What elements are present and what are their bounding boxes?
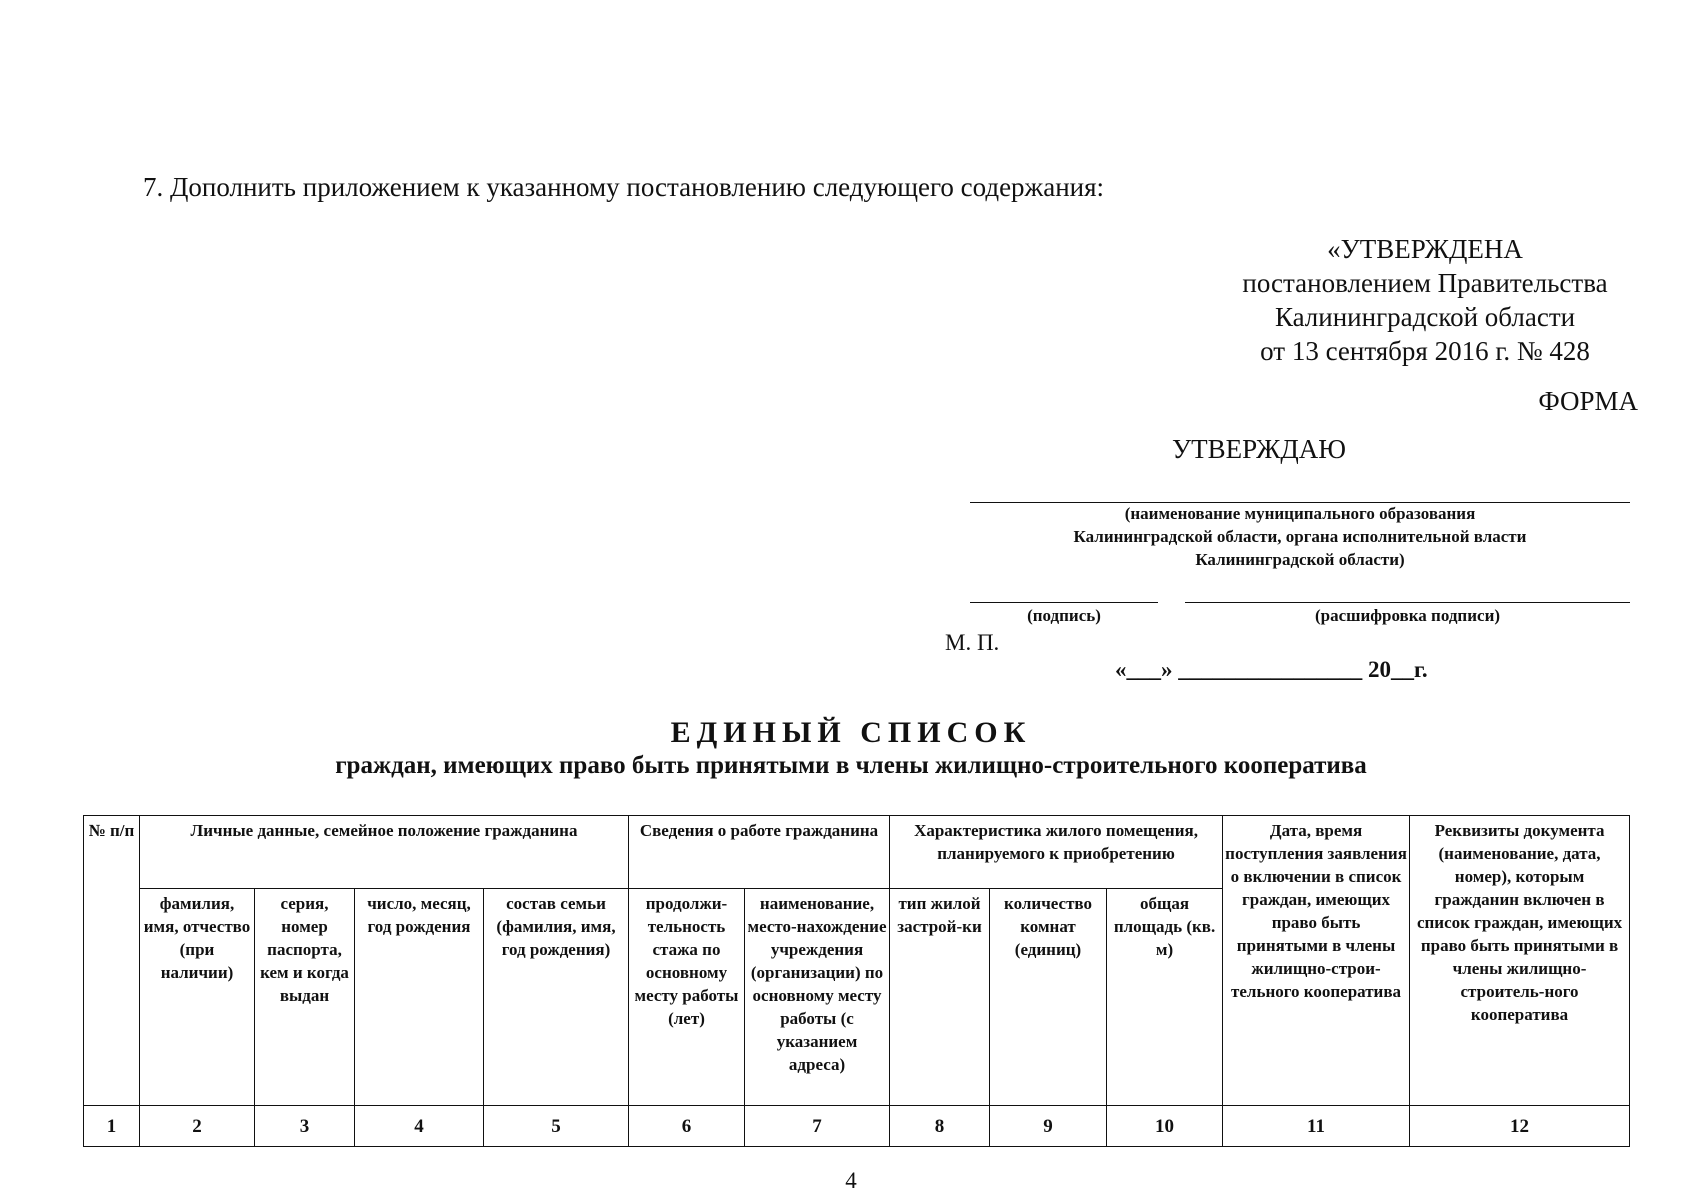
column-number: 8 xyxy=(890,1106,990,1147)
subheader-passport: серия, номер паспорта, кем и когда выдан xyxy=(255,889,355,1106)
column-number: 12 xyxy=(1410,1106,1630,1147)
signature-decode-caption: (расшифровка подписи) xyxy=(1314,606,1501,625)
table-header-row xyxy=(84,816,1630,889)
header-date-time: Дата, время поступления заявления о включении в список граждан, имеющих право быть принятыми в члены жилищно-строи-тельного кооператива xyxy=(1223,816,1410,1106)
column-number: 3 xyxy=(255,1106,355,1147)
column-number: 1 xyxy=(84,1106,140,1147)
column-number: 2 xyxy=(140,1106,255,1147)
column-number-row xyxy=(84,1106,1630,1147)
column-number: 7 xyxy=(745,1106,890,1147)
signature-decode-underline xyxy=(1185,602,1630,603)
municipality-caption-line-2: Калининградской области, органа исполнительной власти xyxy=(1073,527,1527,546)
intro-paragraph: 7. Дополнить приложением к указанному постановлению следующего содержания: xyxy=(143,172,1105,202)
subheader-building-type: тип жилой застрой-ки xyxy=(890,889,990,1106)
citizen-list-table xyxy=(83,815,1630,1147)
approval-line-1: «УТВЕРЖДЕНА xyxy=(1327,234,1523,264)
subheader-family: состав семьи (фамилия, имя, год рождения) xyxy=(484,889,629,1106)
municipality-caption xyxy=(970,502,1630,571)
municipality-caption-line-3: Калининградской области) xyxy=(1195,550,1405,569)
approval-line-3: Калининградской области xyxy=(1274,302,1576,332)
column-number: 11 xyxy=(1223,1106,1410,1147)
municipality-caption-line-1: (наименование муниципального образования xyxy=(1124,504,1476,523)
subheader-area: общая площадь (кв. м) xyxy=(1107,889,1223,1106)
column-number: 9 xyxy=(990,1106,1107,1147)
signature-underline xyxy=(970,602,1158,603)
approval-line-4: от 13 сентября 2016 г. № 428 xyxy=(1260,336,1590,366)
approve-heading: УТВЕРЖДАЮ xyxy=(1172,434,1347,464)
seal-place-label: М. П. xyxy=(945,630,1000,655)
header-personal: Личные данные, семейное положение гражданина xyxy=(140,816,629,889)
document-title: ЕДИНЫЙ СПИСОК xyxy=(670,716,1032,749)
column-number: 6 xyxy=(629,1106,745,1147)
subheader-fio: фамилия, имя, отчество (при наличии) xyxy=(140,889,255,1106)
subheader-rooms: количество комнат (единиц) xyxy=(990,889,1107,1106)
page-number: 4 xyxy=(845,1168,857,1193)
header-num: № п/п xyxy=(84,816,140,1106)
approval-stamp xyxy=(1220,232,1630,368)
subheader-experience: продолжи-тельность стажа по основному месту работы (лет) xyxy=(629,889,745,1106)
column-number: 4 xyxy=(355,1106,484,1147)
header-requisites: Реквизиты документа (наименование, дата, номер), которым гражданин включен в список граждан, имеющих право быть принятыми в члены жилищно-строитель-ного кооператива xyxy=(1410,816,1630,1106)
form-label: ФОРМА xyxy=(1538,386,1638,416)
signature-caption: (подпись) xyxy=(1027,606,1101,625)
header-housing: Характеристика жилого помещения, планируемого к приобретению xyxy=(890,816,1223,889)
subheader-employer: наименование, место-нахождение учреждения (организации) по основному месту работы (с указанием адреса) xyxy=(745,889,890,1106)
date-line: «___» ________________ 20__г. xyxy=(1115,657,1428,682)
column-number: 5 xyxy=(484,1106,629,1147)
document-subtitle: граждан, имеющих право быть принятыми в члены жилищно-строительного кооператива xyxy=(335,752,1367,779)
subheader-birth: число, месяц, год рождения xyxy=(355,889,484,1106)
approval-line-2: постановлением Правительства xyxy=(1242,268,1608,298)
column-number: 10 xyxy=(1107,1106,1223,1147)
header-work: Сведения о работе гражданина xyxy=(629,816,890,889)
